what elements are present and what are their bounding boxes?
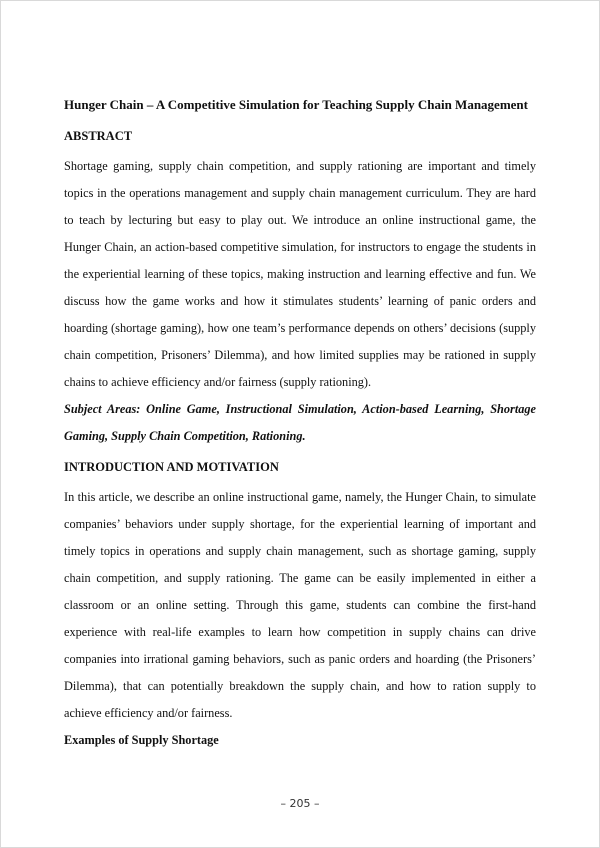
intro-heading: INTRODUCTION AND MOTIVATION	[64, 460, 279, 474]
intro-paragraph: In this article, we describe an online instructional game, namely, the Hunger Chain, to simulate companies’ behaviors under supply shortage, for the experiential learning of important and timely topics in operations and supply chain management, such as shortage gaming, supply chain competition, and supply rationing. The game can be easily implemented in either a classroom or an online setting. Through this game, students can combine the first-hand experience with real-life examples to learn how competition in supply chains can drive companies into irrational gaming behaviors, such as panic orders and hoarding (the Prisoners’ Dilemma), that can potentially breakdown the supply chain, and how to ration supply to achieve efficiency and/or fairness.	[64, 490, 536, 720]
examples-heading: Examples of Supply Shortage	[64, 733, 219, 747]
paper-body	[64, 96, 536, 754]
abstract-paragraph: Shortage gaming, supply chain competition, and supply rationing are important and timely topics in the operations management and supply chain management curriculum. They are hard to teach by lecturing but easy to play out. We introduce an online instructional game, the Hunger Chain, an action-based competitive simulation, for instructors to engage the students in the experiential learning of these topics, making instruction and learning effective and fun. We discuss how the game works and how it stimulates students’ learning of panic orders and hoarding (shortage gaming), how one team’s performance depends on others’ decisions (supply chain competition, Prisoners’ Dilemma), and how limited supplies may be rationed in supply chains to achieve efficiency and/or fairness (supply rationing).	[64, 159, 536, 389]
subject-areas: Subject Areas: Online Game, Instructional Simulation, Action-based Learning, Shortage Gaming, Supply Chain Competition, Rationing.	[64, 402, 536, 443]
abstract-heading: ABSTRACT	[64, 129, 133, 143]
paper-title: Hunger Chain – A Competitive Simulation for Teaching Supply Chain Management	[64, 97, 528, 112]
page-number: – 205 –	[280, 797, 320, 810]
